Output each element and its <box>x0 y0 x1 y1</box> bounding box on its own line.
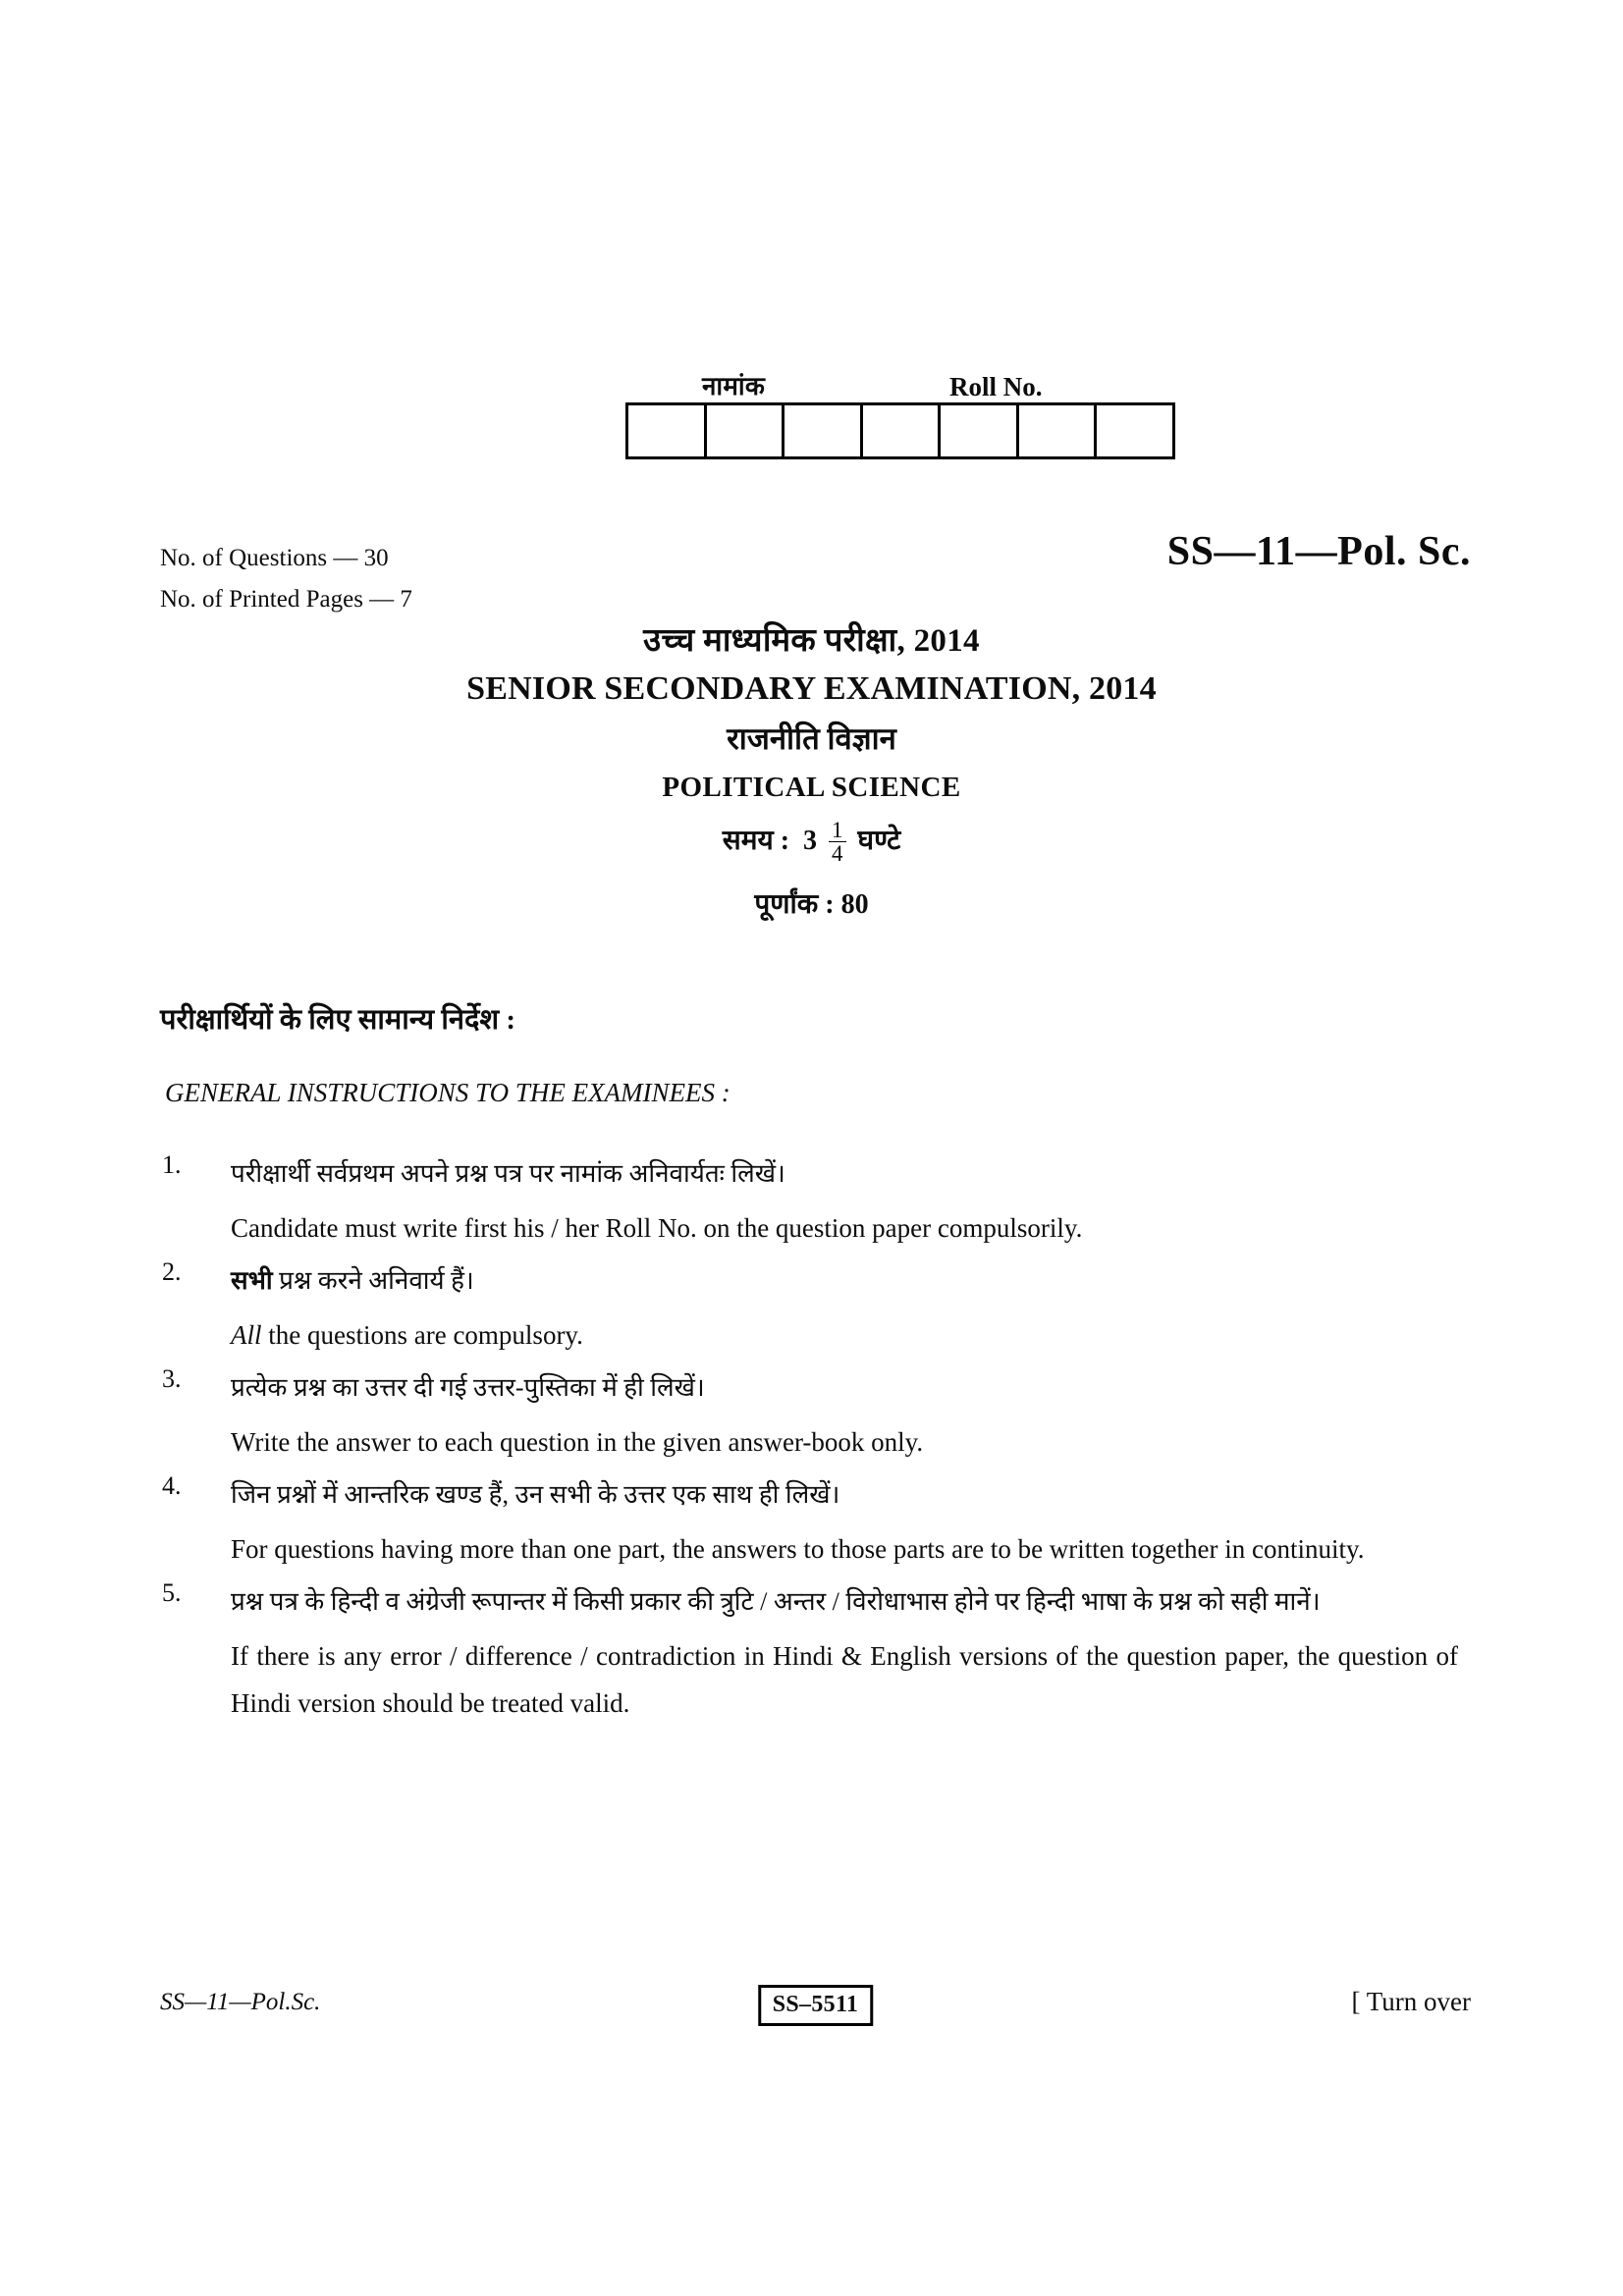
instruction-text-hindi: जिन प्रश्नों में आन्तरिक खण्ड हैं, उन सभी के उत्तर एक साथ ही लिखें। <box>231 1480 840 1509</box>
instruction-number: 1. <box>162 1150 182 1179</box>
fraction-denominator: 4 <box>829 841 846 865</box>
roll-number-cell[interactable] <box>941 405 1019 456</box>
instruction-item <box>160 1471 1466 1573</box>
namank-label: नामांक <box>702 372 766 400</box>
roll-number-block <box>625 363 1175 459</box>
instruction-text-hindi: प्रश्न पत्र के हिन्दी व अंग्रेजी रूपान्तर में किसी प्रकार की त्रुटि / अन्तर / विरोधाभास होने पर हिन्दी भाषा के प्रश्न को सही मानें। <box>231 1587 1321 1616</box>
roll-number-cell[interactable] <box>707 405 785 456</box>
fraction-numerator: 1 <box>832 817 843 842</box>
footer-paper-code: SS—11—Pol.Sc. <box>160 1989 321 2015</box>
roll-number-cell[interactable] <box>863 405 942 456</box>
subject-title-english: POLITICAL SCIENCE <box>662 772 961 803</box>
roll-no-label: Roll No. <box>949 372 1043 401</box>
instruction-english-rest: the questions are compulsory. <box>261 1320 583 1350</box>
instruction-number: 2. <box>162 1257 182 1286</box>
roll-number-grid[interactable] <box>625 402 1175 459</box>
instructions-heading-hindi: परीक्षार्थियों के लिए सामान्य निर्देश : <box>160 1004 515 1036</box>
instruction-text-english: Write the answer to each question in the given answer-book only. <box>231 1427 924 1457</box>
instructions-list <box>160 1150 1466 1733</box>
paper-code: SS—11—Pol. Sc. <box>1166 529 1471 574</box>
instruction-text-english: Candidate must write first his / her Roll No. on the question paper compulsorily. <box>231 1213 1083 1243</box>
paper-meta <box>160 538 412 620</box>
instruction-number: 3. <box>162 1364 182 1393</box>
instruction-text-hindi <box>231 1257 1463 1305</box>
time-label: समय : <box>722 826 790 856</box>
roll-number-cell[interactable] <box>628 405 707 456</box>
time-whole-number: 3 <box>803 826 818 856</box>
roll-number-cell[interactable] <box>784 405 863 456</box>
no-of-printed-pages: No. of Printed Pages — 7 <box>160 586 412 613</box>
instruction-english-emphasis: All <box>231 1320 262 1350</box>
instruction-item <box>160 1257 1466 1359</box>
roll-number-labels <box>625 363 1175 402</box>
instruction-text-hindi: प्रत्येक प्रश्न का उत्तर दी गई उत्तर-पुस्तिका में ही लिखें। <box>231 1373 705 1402</box>
time-allowed <box>0 817 1623 867</box>
subject-title-hindi: राजनीति विज्ञान <box>727 721 896 756</box>
maximum-marks: पूर्णांक : 80 <box>754 888 869 920</box>
instruction-hindi-emphasis: सभी <box>231 1266 273 1295</box>
time-unit: घण्टे <box>857 826 901 856</box>
exam-title-hindi: उच्च माध्यमिक परीक्षा, 2014 <box>643 623 980 659</box>
instruction-text-english: For questions having more than one part, the answers to those parts are to be written together in continuity. <box>231 1534 1365 1564</box>
exam-title-english: SENIOR SECONDARY EXAMINATION, 2014 <box>466 670 1157 707</box>
instruction-hindi-rest: प्रश्न करने अनिवार्य हैं। <box>272 1266 474 1295</box>
title-block <box>0 618 1623 930</box>
instruction-number: 5. <box>162 1578 182 1607</box>
turn-over-label: [ Turn over <box>1351 1987 1471 2016</box>
instruction-item <box>160 1150 1466 1252</box>
instruction-number: 4. <box>162 1471 182 1500</box>
instruction-text-hindi: परीक्षार्थी सर्वप्रथम अपने प्रश्न पत्र पर नामांक अनिवार्यतः लिखें। <box>231 1159 785 1188</box>
roll-number-cell[interactable] <box>1019 405 1098 456</box>
instruction-text-english <box>231 1311 1458 1359</box>
time-fraction <box>829 819 846 866</box>
instructions-heading-english: GENERAL INSTRUCTIONS TO THE EXAMINEES : <box>165 1078 730 1107</box>
instruction-text-english: If there is any error / difference / contradiction in Hindi & English versions of the question paper, the question of Hindi version should be treated valid. <box>231 1641 1458 1718</box>
footer-code-box: SS–5511 <box>758 1985 873 2026</box>
instruction-item <box>160 1364 1466 1466</box>
instruction-item <box>160 1578 1466 1727</box>
page-footer <box>160 1985 1471 2030</box>
no-of-questions: No. of Questions — 30 <box>160 545 389 571</box>
roll-number-cell[interactable] <box>1097 405 1175 456</box>
